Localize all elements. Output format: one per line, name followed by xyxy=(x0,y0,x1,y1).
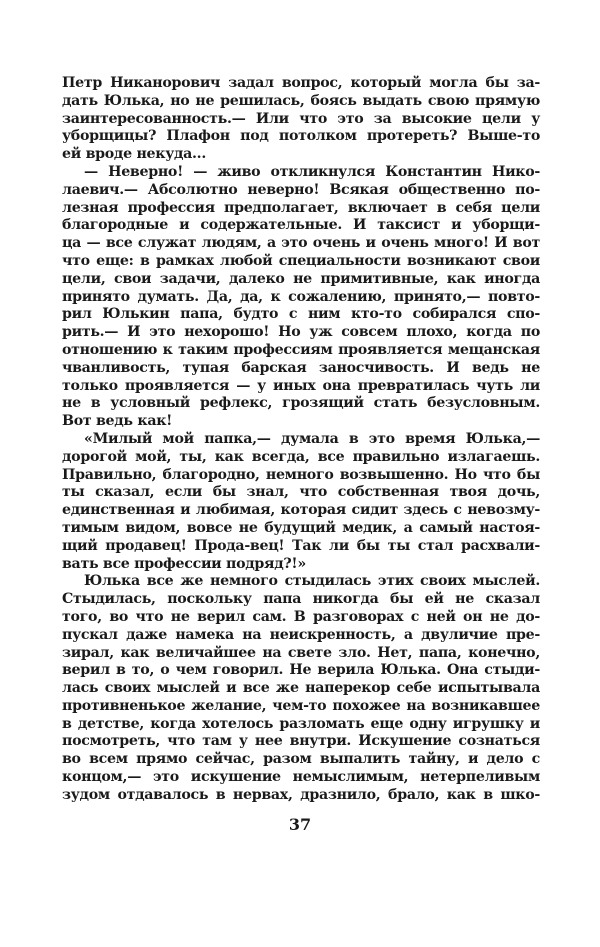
text-line: зудом отдавалось в нервах, дразнило, брало, как в шко- xyxy=(62,786,540,803)
text-line: что еще: в рамках любой специальности возникают свои xyxy=(62,252,540,269)
text-line: «Милый мой папка,— думала в это время Юлька,— xyxy=(84,430,540,447)
page-body-text xyxy=(62,75,540,805)
text-line: — Неверно! — живо откликнулся Константин Нико- xyxy=(84,163,540,180)
text-line: рил Юлькин папа, будто с ним кто-то собирался спо- xyxy=(62,306,540,323)
text-line: пускал даже намека на неискренность, а двуличие пре- xyxy=(62,626,540,643)
text-line: отношению к таким профессиям проявляется мещанская xyxy=(62,341,540,358)
page-number: 37 xyxy=(288,815,312,834)
text-line: противненькое желание, чем-то похожее на возникавшее xyxy=(62,697,540,714)
text-line: чванливость, тупая барская заносчивость. И ведь не xyxy=(62,359,540,376)
text-line: только проявляется — у иных она превратилась чуть ли xyxy=(62,377,540,394)
text-line: ца — все служат людям, а это очень и очень много! И вот xyxy=(62,235,540,252)
text-line: во всем прямо сейчас, разом выпалить тайну, и дело с xyxy=(62,751,540,768)
text-line: лась своих мыслей и все же наперекор себе испытывала xyxy=(62,680,540,697)
text-line: заинтересованность.— Или что это за высокие цели у xyxy=(62,110,540,127)
text-line: концом,— это искушение немыслимым, нетерпеливым xyxy=(62,769,540,786)
text-line: рить.— И это нехорошо! Но уж совсем плохо, когда по xyxy=(62,324,540,341)
text-line: не в условный рефлекс, грозящий стать безусловным. xyxy=(62,395,540,412)
text-line: ты сказал, если бы знал, что собственная твоя дочь, xyxy=(62,484,540,501)
text-line: щий продавец! Прода-вец! Так ли бы ты стал расхвали- xyxy=(62,537,540,554)
text-line: лаевич.— Абсолютно неверно! Всякая общественно по- xyxy=(62,181,540,198)
text-line: вать все профессии подряд?!» xyxy=(62,555,306,572)
text-line: благородные и содержательные. И таксист и уборщи- xyxy=(62,217,540,234)
text-line: лезная профессия предполагает, включает в себя цели xyxy=(62,199,540,216)
text-line: Стыдилась, поскольку папа никогда бы ей не сказал xyxy=(62,591,540,608)
text-line: в детстве, когда хотелось разломать еще одну игрушку и xyxy=(62,715,540,732)
text-line: цели, свои задачи, далеко не примитивные, как иногда xyxy=(62,270,540,287)
text-line: дорогой мой, ты, как всегда, все правильно излагаешь. xyxy=(62,448,540,465)
text-line: Вот ведь как! xyxy=(62,413,173,430)
text-line: Юлька все же немного стыдилась этих своих мыслей. xyxy=(84,573,540,590)
text-line: ей вроде некуда... xyxy=(62,146,206,163)
text-line: Правильно, благородно, немного возвышенно. Но что бы xyxy=(62,466,540,483)
text-line: уборщицы? Плафон под потолком протереть? Выше-то xyxy=(62,128,540,145)
text-line: того, во что не верил сам. В разговорах с ней он не до- xyxy=(62,608,540,625)
text-line: принято думать. Да, да, к сожалению, принято,— повто- xyxy=(62,288,540,305)
text-line: единственная и любимая, которая сидит здесь с невозму- xyxy=(62,502,540,519)
text-line: тимым видом, вовсе не будущий медик, а самый настоя- xyxy=(62,519,540,536)
text-line: дать Юлька, но не решилась, боясь выдать свою прямую xyxy=(62,92,540,109)
text-line: посмотреть, что там у нее внутри. Искушение сознаться xyxy=(62,733,540,750)
text-line: зирал, как величайшее на свете зло. Нет, папа, конечно, xyxy=(62,644,540,661)
text-line: Петр Никанорович задал вопрос, который могла бы за- xyxy=(62,75,540,91)
text-line: верил в то, о чем говорил. Не верила Юлька. Она стыди- xyxy=(62,662,540,679)
